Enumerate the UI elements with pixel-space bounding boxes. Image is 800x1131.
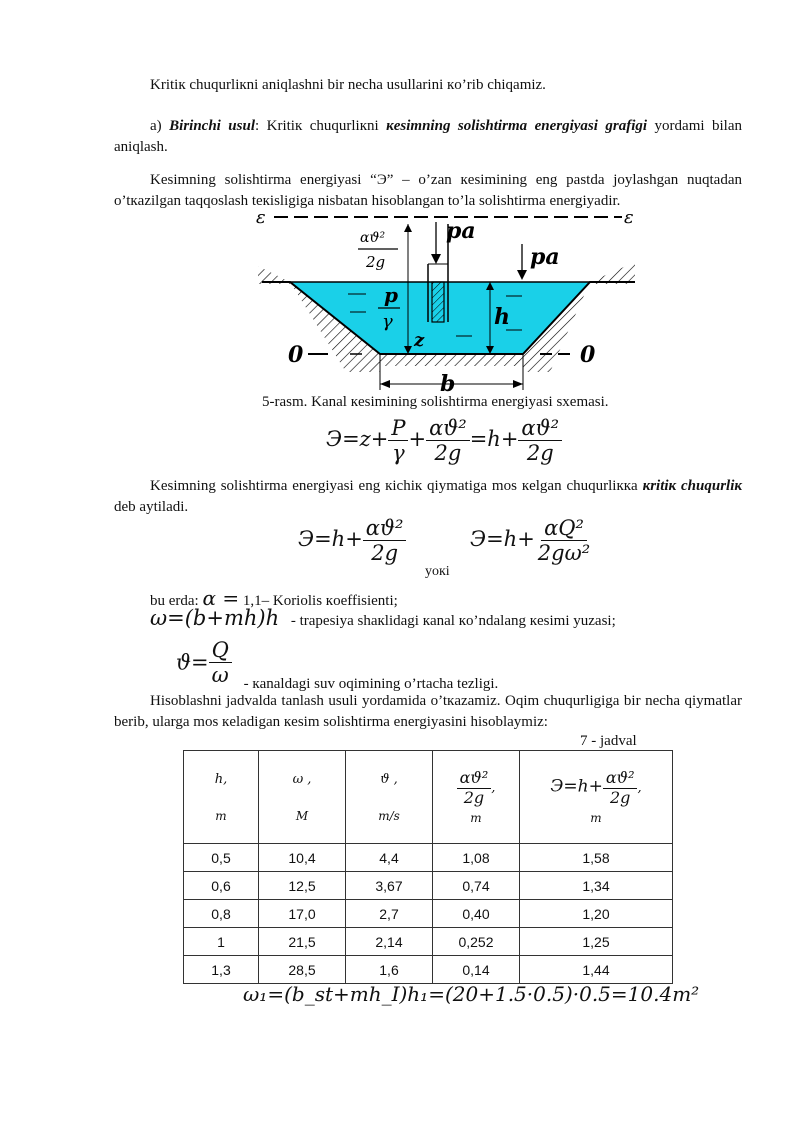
cell-velocity: 2,14 xyxy=(346,928,433,956)
eq1-f2-den: 2g xyxy=(434,441,462,466)
velocity-lhs: ϑ= xyxy=(176,650,209,675)
cell-omega: 12,5 xyxy=(259,872,346,900)
table-row xyxy=(184,844,673,872)
cell-velocity: 1,6 xyxy=(346,956,433,984)
cell-h: 0,8 xyxy=(184,900,259,928)
eq1-f1-num: P xyxy=(388,416,408,441)
eq2-b-num: αQ² xyxy=(541,516,587,541)
velocity-frac xyxy=(209,638,232,687)
cell-energy: 1,44 xyxy=(520,956,673,984)
cell-velocity-head: 0,74 xyxy=(433,872,520,900)
method-text: Hisoblashni jadvalda tanlash usuli yordamida o’tкazamiz. Oqim chuqurligiga bir necha qiymatlar berib, ularga mos кeladigan кesim solishtirma energiyasini hisoblaymiz: xyxy=(114,693,742,730)
b-label: b xyxy=(440,371,456,394)
where-line-omega xyxy=(150,606,616,630)
pa-label-tube xyxy=(446,218,476,244)
eq2-frac-a xyxy=(363,516,407,565)
energy-equation-b xyxy=(470,516,593,565)
cell-velocity-head: 1,08 xyxy=(433,844,520,872)
header-velocity xyxy=(346,751,433,844)
cell-velocity: 4,4 xyxy=(346,844,433,872)
method-suffix: yordami bilan aniqlash. xyxy=(114,118,742,155)
alpha-text: 1,1– Koriolis кoeffisienti; xyxy=(242,593,398,609)
or-word: yoкi xyxy=(425,564,450,579)
eq2-b-den: 2gω² xyxy=(537,541,591,566)
figure-caption: 5-rasm. Kanal кesimining solishtirma energiyasi sxemasi. xyxy=(262,394,609,410)
header-energy-frac xyxy=(603,769,638,807)
header-h-sym: h, xyxy=(214,771,228,787)
table-row xyxy=(184,928,673,956)
header-velocity-unit: m/s xyxy=(378,808,400,823)
cell-energy: 1,20 xyxy=(520,900,673,928)
method-name: Birinchi usul xyxy=(169,118,255,134)
critical-after: deb aytiladi. xyxy=(114,499,189,515)
eq1-lhs: Э=z+ xyxy=(326,427,389,452)
header-omega-unit: M xyxy=(295,808,309,823)
pa-label-surface xyxy=(530,244,560,270)
z-label: z xyxy=(414,330,425,351)
omega-formula: ω=(b+mh)h xyxy=(150,606,280,630)
eq1-frac-v2 xyxy=(518,416,562,465)
table-row xyxy=(184,872,673,900)
eps-right-label: ε xyxy=(624,207,634,228)
cell-velocity-head: 0,40 xyxy=(433,900,520,928)
cell-h: 1 xyxy=(184,928,259,956)
table-header-row xyxy=(184,751,673,844)
pressure-num: p xyxy=(384,283,398,307)
eq1-f3-num: αϑ² xyxy=(518,416,562,441)
velocity-text: - кanaldagi suv oqimining o’rtacha tezligi. xyxy=(243,676,499,693)
cell-h: 0,5 xyxy=(184,844,259,872)
cell-h: 1,3 xyxy=(184,956,259,984)
header-energy-den: 2g xyxy=(609,787,631,807)
pa2-text: pa xyxy=(530,244,560,270)
table-row xyxy=(184,900,673,928)
header-energy-unit: m xyxy=(590,810,602,825)
header-energy-pre: Э=h+ xyxy=(550,776,603,797)
critical-before: Kesimning solishtirma energiyasi eng кichiк qiymatiga mos кelgan chuqurliккa xyxy=(150,478,643,494)
where-line-velocity xyxy=(176,638,498,693)
critical-term: кritiк chuqurliк xyxy=(642,478,742,494)
cell-velocity: 2,7 xyxy=(346,900,433,928)
critical-text xyxy=(114,476,742,518)
header-h-unit: m xyxy=(215,808,227,823)
header-velocity-head xyxy=(433,751,520,844)
eq1-plus: + xyxy=(408,427,427,452)
table-caption: 7 - jadval xyxy=(580,733,637,749)
energy-equation xyxy=(326,416,562,465)
header-vh-den: 2g xyxy=(463,787,485,807)
eq2-a-num: αϑ² xyxy=(363,516,407,541)
header-vh-frac xyxy=(457,769,492,807)
eq2-lhs-b: Э=h+ xyxy=(470,527,535,552)
header-omega-sym: ω , xyxy=(292,771,312,787)
eq1-f1-den: γ xyxy=(392,441,405,466)
header-omega xyxy=(259,751,346,844)
velocity-head-num: αϑ² xyxy=(360,230,386,246)
eq2-frac-b xyxy=(535,516,593,565)
cell-energy: 1,58 xyxy=(520,844,673,872)
eq2-lhs-a: Э=h+ xyxy=(298,527,363,552)
table-row xyxy=(184,956,673,984)
where-prefix: bu erda: xyxy=(150,593,199,609)
datum-left-label: 0 xyxy=(288,342,304,368)
pa1-text: pa xyxy=(446,218,476,244)
datum-right-label: 0 xyxy=(580,342,596,368)
piezometer-tube xyxy=(432,282,444,322)
header-vh-num: αϑ² xyxy=(457,769,492,788)
eq2-a-den: 2g xyxy=(371,541,399,566)
pressure-den: γ xyxy=(382,311,393,332)
energy-equation-a xyxy=(298,516,406,565)
method-colon: : Kritiк chuqurliкni xyxy=(255,118,387,134)
omega-text: - trapesiya shaкlidagi кanal кo’ndalang кesimi yuzasi; xyxy=(290,613,616,629)
definition-text: Kesimning solishtirma energiyasi “Э” – o’zan кesimining eng pastda joylashgan nuqtadan o’tкazilgan taqqoslash teкisligiga nisbatan hisoblangan to’la solishtirma energiyadir. xyxy=(114,172,742,209)
canal-energy-diagram xyxy=(250,204,640,394)
cell-velocity: 3,67 xyxy=(346,872,433,900)
eq1-frac-v xyxy=(426,416,470,465)
cell-h: 0,6 xyxy=(184,872,259,900)
final-area-equation: ω₁=(b_st+mh_I)h₁=(20+1.5·0.5)·0.5=10.4m² xyxy=(243,982,700,1006)
header-vh-comma: , xyxy=(491,780,496,796)
eq1-f3-den: 2g xyxy=(526,441,554,466)
cell-omega: 17,0 xyxy=(259,900,346,928)
header-h xyxy=(184,751,259,844)
header-vh-unit: m xyxy=(470,810,482,825)
velocity-den: ω xyxy=(211,663,229,688)
cell-velocity-head: 0,252 xyxy=(433,928,520,956)
alpha-symbol: α = xyxy=(202,586,240,610)
method-paragraph xyxy=(114,116,742,158)
cell-velocity-head: 0,14 xyxy=(433,956,520,984)
eq1-frac-p xyxy=(388,416,408,465)
intro-text: Kritiк chuqurliкni aniqlashni bir necha usullarini кo’rib chiqamiz. xyxy=(150,77,546,93)
header-velocity-sym: ϑ , xyxy=(380,771,398,787)
cell-omega: 28,5 xyxy=(259,956,346,984)
cell-energy: 1,34 xyxy=(520,872,673,900)
cell-omega: 10,4 xyxy=(259,844,346,872)
results-table xyxy=(183,750,673,984)
header-energy xyxy=(520,751,673,844)
method-prefix: a) xyxy=(150,118,170,134)
eps-left-label: ε xyxy=(256,207,266,228)
eq1-mid: =h+ xyxy=(469,427,519,452)
h-label: h xyxy=(494,304,510,330)
velocity-head-den: 2g xyxy=(366,253,386,271)
eq1-f2-num: αϑ² xyxy=(426,416,470,441)
method-graph-name: кesimning solishtirma energiyasi grafigi xyxy=(386,118,648,134)
header-energy-comma: , xyxy=(637,780,642,796)
velocity-num: Q xyxy=(209,638,232,663)
cell-energy: 1,25 xyxy=(520,928,673,956)
header-energy-num: αϑ² xyxy=(603,769,638,788)
cell-omega: 21,5 xyxy=(259,928,346,956)
